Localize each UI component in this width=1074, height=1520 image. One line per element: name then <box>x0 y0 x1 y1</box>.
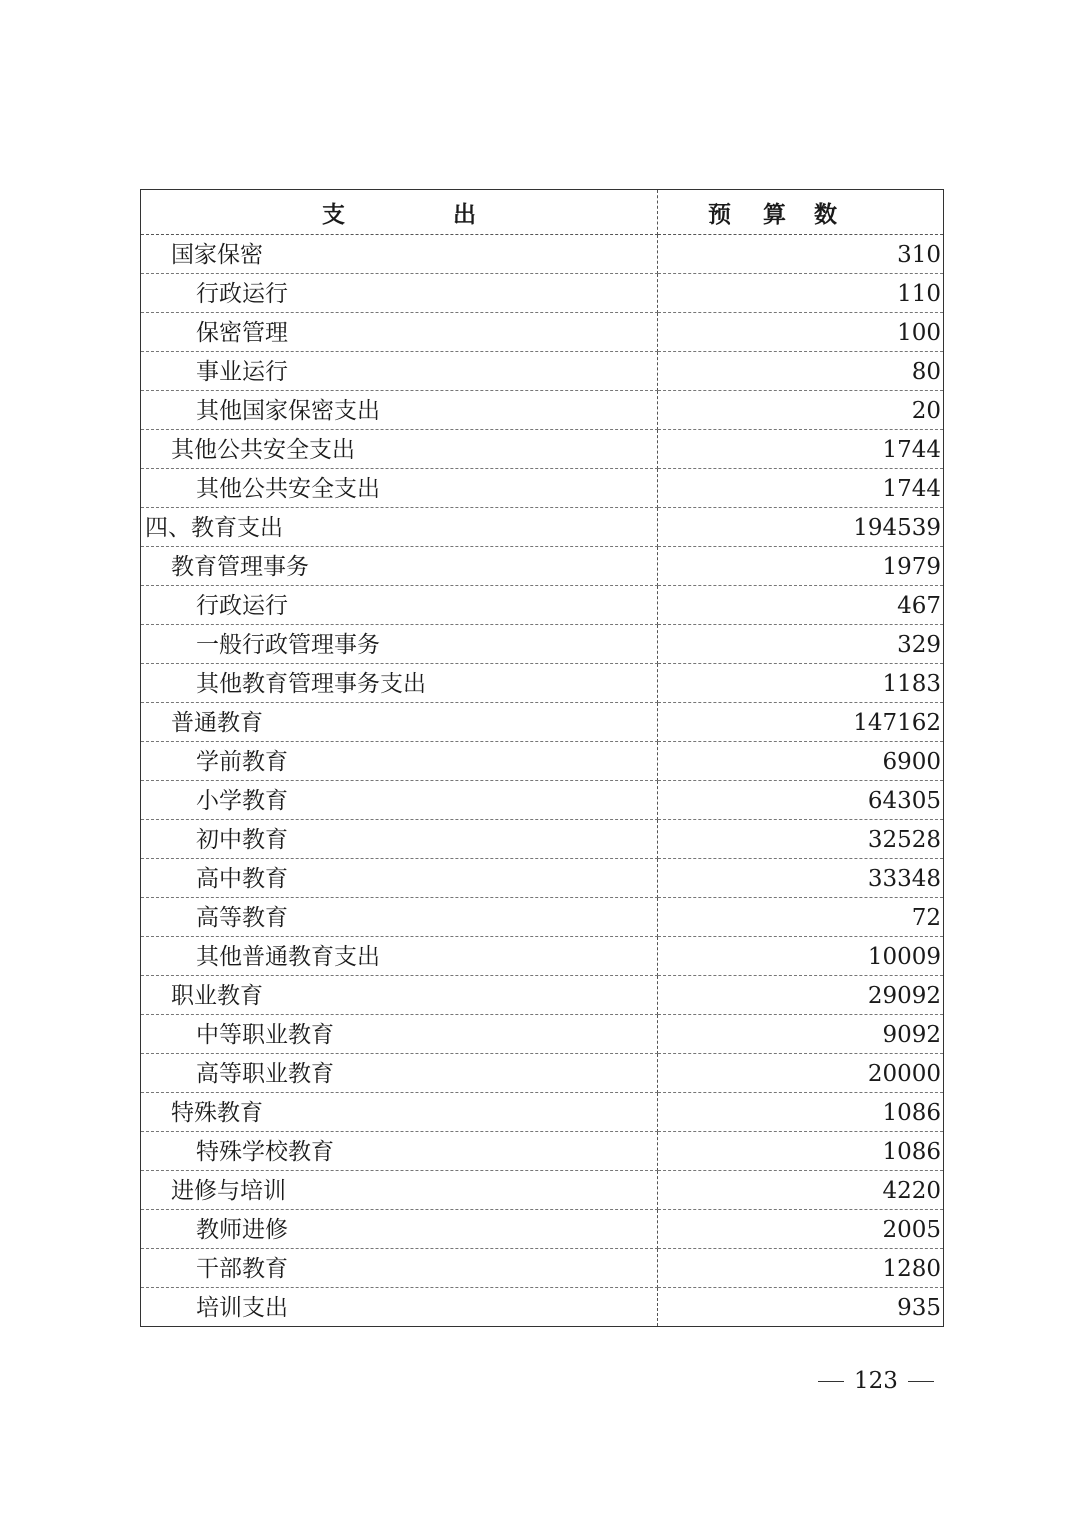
header-expenditure-char-1: 支 <box>322 201 345 228</box>
row-label: 特殊学校教育 <box>196 1139 334 1165</box>
row-label: 其他教育管理事务支出 <box>196 671 426 697</box>
row-value: 1183 <box>658 664 944 703</box>
header-expenditure <box>141 190 658 235</box>
row-value: 1086 <box>658 1132 944 1171</box>
row-label-cell <box>141 976 658 1015</box>
row-label-cell <box>141 1288 658 1327</box>
row-label: 教师进修 <box>196 1217 288 1243</box>
table-header-row <box>141 190 944 235</box>
row-label-cell <box>141 937 658 976</box>
row-label: 行政运行 <box>196 281 288 307</box>
page-number: 123 <box>854 1368 898 1394</box>
header-budget-char-3: 数 <box>814 201 837 228</box>
table-row <box>141 781 944 820</box>
row-label-cell <box>141 1054 658 1093</box>
row-value: 2005 <box>658 1210 944 1249</box>
row-label-cell <box>141 742 658 781</box>
table-body <box>141 235 944 1327</box>
row-label-cell <box>141 859 658 898</box>
row-value: 100 <box>658 313 944 352</box>
row-label-cell <box>141 1210 658 1249</box>
table-row <box>141 703 944 742</box>
row-label-cell <box>141 313 658 352</box>
row-value: 310 <box>658 235 944 274</box>
row-value: 6900 <box>658 742 944 781</box>
row-value: 935 <box>897 1295 941 1321</box>
header-budget-char-1: 预 <box>708 201 731 228</box>
table-row <box>141 1093 944 1132</box>
row-value: 1280 <box>658 1249 944 1288</box>
table-row <box>141 313 944 352</box>
row-value: 32528 <box>658 820 944 859</box>
row-label: 培训支出 <box>196 1295 288 1321</box>
row-label: 初中教育 <box>196 827 288 853</box>
row-label: 普通教育 <box>171 710 263 736</box>
row-label: 特殊教育 <box>171 1100 263 1126</box>
row-label-cell <box>141 547 658 586</box>
row-value: 1744 <box>658 469 944 508</box>
row-value: 10009 <box>658 937 944 976</box>
row-value: 467 <box>658 586 944 625</box>
row-label-cell <box>141 898 658 937</box>
row-value: 9092 <box>658 1015 944 1054</box>
table-row <box>141 1210 944 1249</box>
row-label: 小学教育 <box>196 788 288 814</box>
table-row <box>141 937 944 976</box>
row-label-cell <box>141 1132 658 1171</box>
row-label-cell <box>141 430 658 469</box>
budget-table <box>140 189 944 1327</box>
row-label-cell <box>141 469 658 508</box>
row-label: 国家保密 <box>171 242 263 268</box>
table-row <box>141 508 944 547</box>
row-label-cell <box>141 586 658 625</box>
row-label-cell <box>141 781 658 820</box>
row-label: 高等教育 <box>196 905 288 931</box>
row-label-cell <box>141 1015 658 1054</box>
row-value: 1979 <box>658 547 944 586</box>
table-row <box>141 664 944 703</box>
table-row <box>141 820 944 859</box>
row-label: 高中教育 <box>196 866 288 892</box>
row-label-cell <box>141 352 658 391</box>
row-label-cell <box>141 391 658 430</box>
row-value: 33348 <box>658 859 944 898</box>
footer-dash-right <box>908 1381 934 1382</box>
table-row <box>141 586 944 625</box>
row-label: 其他国家保密支出 <box>196 398 380 424</box>
row-label: 其他普通教育支出 <box>196 944 380 970</box>
table-row <box>141 1171 944 1210</box>
table-row <box>141 235 944 274</box>
header-budget <box>658 190 944 235</box>
row-label-cell <box>141 703 658 742</box>
row-label: 高等职业教育 <box>196 1061 334 1087</box>
table-row <box>141 1249 944 1288</box>
table-row <box>141 469 944 508</box>
table-row <box>141 742 944 781</box>
row-label: 职业教育 <box>171 983 263 1009</box>
row-label: 干部教育 <box>196 1256 288 1282</box>
row-value: 80 <box>658 352 944 391</box>
row-value: 29092 <box>658 976 944 1015</box>
table-row <box>141 1132 944 1171</box>
row-label-cell <box>141 235 658 274</box>
row-label-cell <box>141 625 658 664</box>
table-row <box>141 391 944 430</box>
row-value: 329 <box>658 625 944 664</box>
footer-dash-left <box>818 1381 844 1382</box>
table-row <box>141 274 944 313</box>
table-row <box>141 625 944 664</box>
row-label: 中等职业教育 <box>196 1022 334 1048</box>
row-value: 110 <box>658 274 944 313</box>
table-row <box>141 547 944 586</box>
row-label: 行政运行 <box>196 593 288 619</box>
row-label-cell <box>141 820 658 859</box>
row-value: 1086 <box>658 1093 944 1132</box>
header-budget-char-2: 算 <box>763 201 786 228</box>
row-label: 事业运行 <box>196 359 288 385</box>
row-value: 4220 <box>658 1171 944 1210</box>
row-label-cell <box>141 1093 658 1132</box>
row-value: 64305 <box>658 781 944 820</box>
table-row <box>141 1054 944 1093</box>
table-row <box>141 1288 944 1327</box>
row-value: 72 <box>658 898 944 937</box>
row-value: 1744 <box>658 430 944 469</box>
row-label: 保密管理 <box>196 320 288 346</box>
page-footer <box>818 1368 938 1394</box>
row-label-cell <box>141 1249 658 1288</box>
row-value: 20000 <box>658 1054 944 1093</box>
table-row <box>141 430 944 469</box>
table-row <box>141 352 944 391</box>
row-label: 教育管理事务 <box>171 554 309 580</box>
row-value: 194539 <box>658 508 944 547</box>
row-label: 四、教育支出 <box>145 515 283 541</box>
row-label: 一般行政管理事务 <box>196 632 380 658</box>
row-label-cell <box>141 1171 658 1210</box>
row-label: 进修与培训 <box>171 1178 286 1204</box>
table-row <box>141 976 944 1015</box>
row-label: 其他公共安全支出 <box>196 476 380 502</box>
table-row <box>141 1015 944 1054</box>
header-expenditure-char-2: 出 <box>453 201 476 228</box>
row-label: 其他公共安全支出 <box>171 437 355 463</box>
row-value: 20 <box>658 391 944 430</box>
row-label-cell <box>141 274 658 313</box>
row-label: 学前教育 <box>196 749 288 775</box>
row-value: 147162 <box>658 703 944 742</box>
row-label-cell <box>141 508 658 547</box>
table-row <box>141 859 944 898</box>
row-label-cell <box>141 664 658 703</box>
table-row <box>141 898 944 937</box>
